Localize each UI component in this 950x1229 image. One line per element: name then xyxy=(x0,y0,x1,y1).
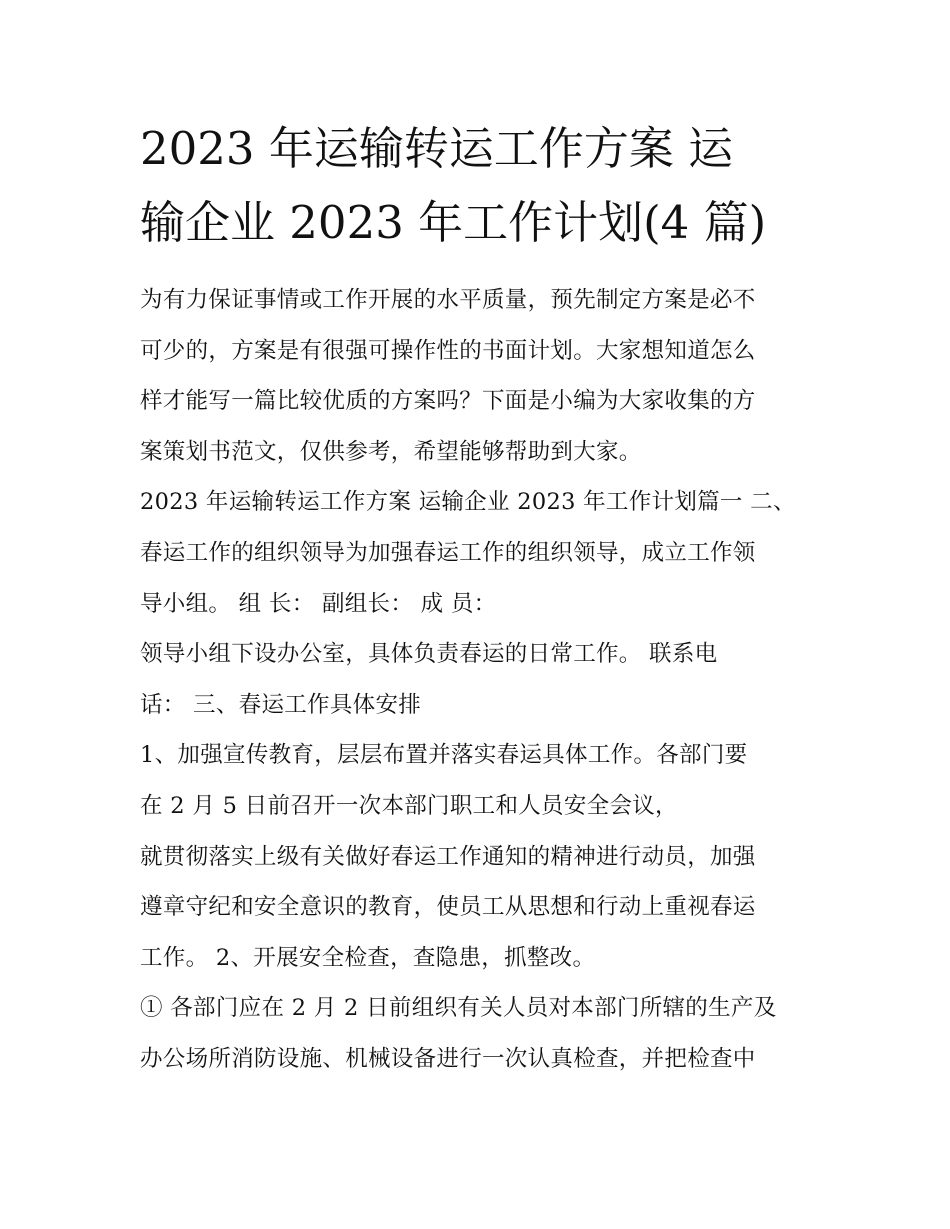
body-line: 办公场所消防设施、机械设备进行一次认真检查，并把检查中 xyxy=(140,1045,756,1072)
document-title xyxy=(140,112,820,260)
body-line: 样才能写一篇比较优质的方案吗？下面是小编为大家收集的方 xyxy=(140,388,756,415)
body-line: ① 各部门应在 2 月 2 日前组织有关人员对本部门所辖的生产及 xyxy=(140,995,777,1022)
title-line: 输企业 2023 年工作计划(4 篇) xyxy=(140,196,767,249)
body-line: 1、加强宣传教育，层层布置并落实春运具体工作。各部门要 xyxy=(140,742,748,769)
body-line: 为有力保证事情或工作开展的水平质量，预先制定方案是必不 xyxy=(140,287,756,313)
body-line: 领导小组下设办公室，具体负责春运的日常工作。 联系电 xyxy=(140,641,718,668)
body-line: 话： 三、春运工作具体安排 xyxy=(140,691,422,718)
body-line: 2023 年运输转运工作方案 运输企业 2023 年工作计划篇一 二、 xyxy=(140,489,796,516)
body-line: 可少的，方案是有很强可操作性的书面计划。大家想知道怎么 xyxy=(140,337,756,364)
body-line: 在 2 月 5 日前召开一次本部门职工和人员安全会议， xyxy=(140,792,678,819)
body-line: 春运工作的组织领导为加强春运工作的组织领导，成立工作领 xyxy=(140,539,756,566)
body-line: 案策划书范文，仅供参考，希望能够帮助到大家。 xyxy=(140,438,642,465)
document-body xyxy=(140,275,820,1085)
body-line: 导小组。 组 长： 副组长： 成 员： xyxy=(140,590,497,617)
body-line: 工作。 2、开展安全检查，查隐患，抓整改。 xyxy=(140,944,596,971)
body-line: 遵章守纪和安全意识的教育，使员工从思想和行动上重视春运 xyxy=(140,894,756,921)
body-line: 就贯彻落实上级有关做好春运工作通知的精神进行动员，加强 xyxy=(140,843,756,870)
title-line: 2023 年运输转运工作方案 运 xyxy=(140,122,734,175)
